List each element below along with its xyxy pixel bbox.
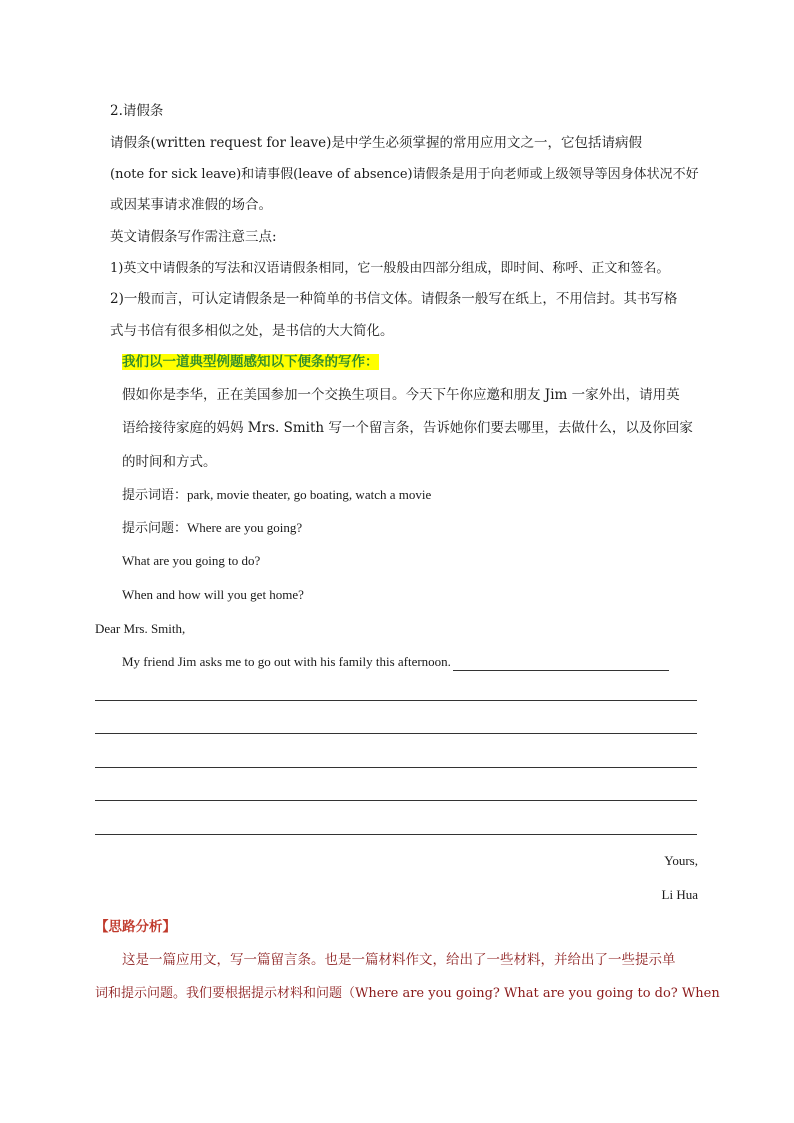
prompt-line-1: 假如你是李华，正在美国参加一个交换生项目。今天下午你应邀和朋友 Jim 一家外出，请用英 — [122, 387, 680, 403]
letter-signature: Li Hua — [661, 887, 698, 902]
answer-line[interactable] — [95, 767, 697, 768]
letter-closing: Yours, — [664, 853, 698, 868]
intro-line-7: 式与书信有很多相似之处，是书信的大大简化。 — [110, 323, 394, 339]
hint-question-2: What are you going to do? — [122, 553, 261, 568]
analysis-line-1: 这是一篇应用文，写一篇留言条。也是一篇材料作文，给出了一些材料，并给出了一些提示单 — [122, 952, 676, 968]
hint-question-3: When and how will you get home? — [122, 587, 304, 602]
answer-line[interactable] — [95, 700, 697, 701]
intro-line-6: 2)一般而言，可认定请假条是一种简单的书信文体。请假条一般写在纸上，不用信封。其书写格 — [110, 291, 678, 307]
prompt-line-2: 语给接待家庭的妈妈 Mrs. Smith 写一个留言条，告诉她你们要去哪里，去做什么，以及你回家 — [122, 420, 693, 436]
example-highlight: 我们以一道典型例题感知以下便条的写作： — [122, 354, 379, 370]
analysis-line-2: 词和提示问题。我们要根据提示材料和问题（Where are you going? What are you going to do? When — [95, 986, 720, 1001]
letter-salutation: Dear Mrs. Smith, — [95, 621, 186, 636]
letter-opening: My friend Jim asks me to go out with his family this afternoon. — [122, 653, 669, 671]
intro-line-2: (note for sick leave)和请事假(leave of absence)请假条是用于向老师或上级领导等因身体状况不好 — [110, 167, 699, 182]
analysis-label: 【思路分析】 — [95, 919, 176, 935]
intro-line-1: 请假条(written request for leave)是中学生必须掌握的常用应用文之一，它包括请病假 — [110, 135, 642, 151]
section-heading: 2.请假条 — [110, 103, 164, 119]
intro-line-3: 或因某事请求准假的场合。 — [110, 197, 272, 213]
prompt-line-3: 的时间和方式。 — [122, 454, 217, 470]
hint-question-1: 提示问题：Where are you going? — [122, 520, 303, 535]
intro-line-4: 英文请假条写作需注意三点: — [110, 229, 277, 245]
intro-line-5: 1)英文中请假条的写法和汉语请假条相同，它一般般由四部分组成，即时间、称呼、正文和签名。 — [110, 261, 670, 276]
answer-line[interactable] — [95, 800, 697, 801]
answer-blank[interactable] — [453, 656, 669, 671]
answer-line[interactable] — [95, 733, 697, 734]
hint-words: 提示词语：park, movie theater, go boating, watch a movie — [122, 487, 432, 502]
answer-line[interactable] — [95, 834, 697, 835]
